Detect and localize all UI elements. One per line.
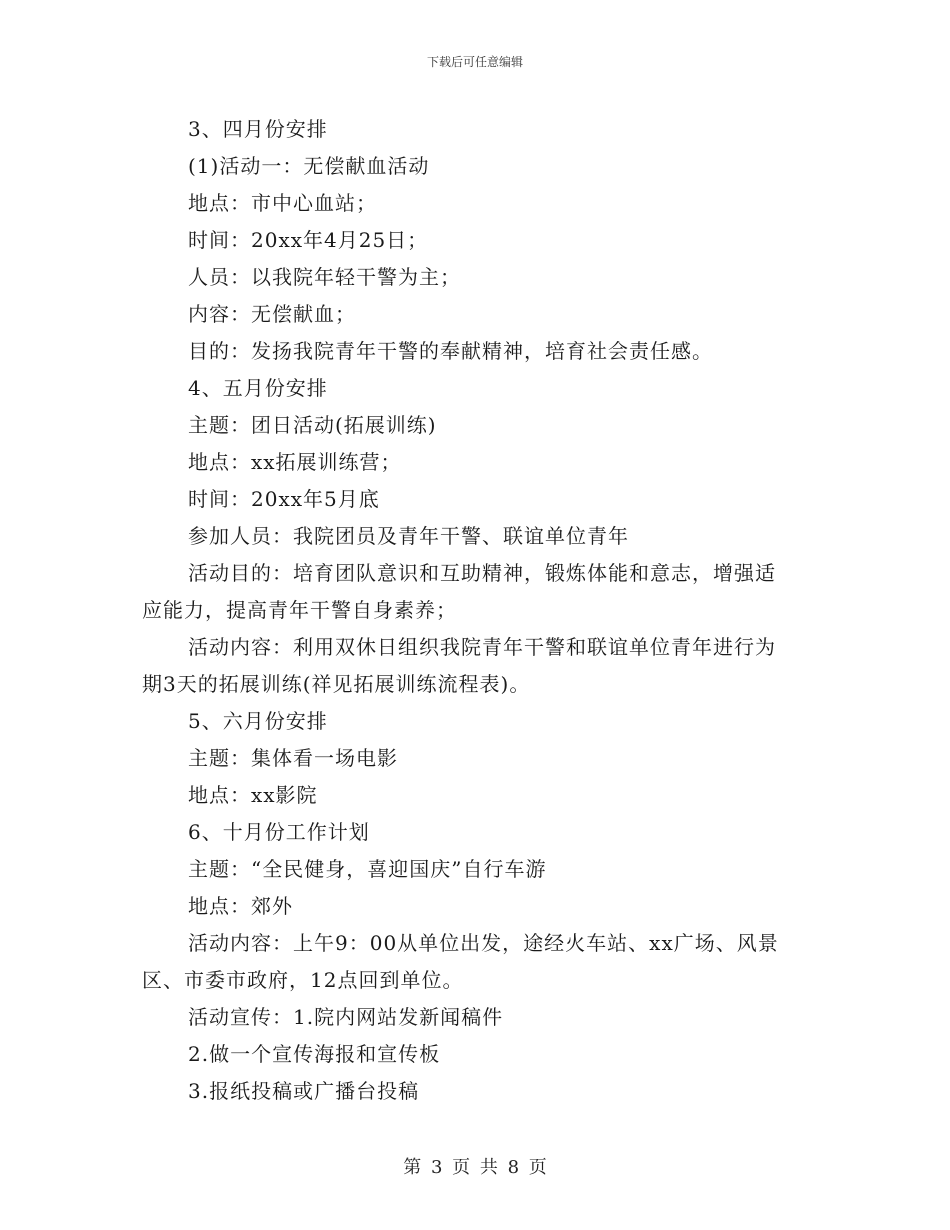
body-line: 区、市委市政府，12点回到单位。 [142,968,464,992]
body-line: 人员：以我院年轻干警为主； [188,265,461,289]
body-line: 4、五月份安排 [188,376,328,400]
page-footer: 第 3 页 共 8 页 [403,1157,547,1178]
body-line: 活动内容：利用双休日组织我院青年干警和联谊单位青年进行为 [188,635,776,659]
page-header: 下载后可任意编辑 [426,55,523,69]
body-line: 时间：20xx年4月25日； [188,228,429,252]
body-line: 地点：xx影院 [188,783,318,807]
body-line: 期3天的拓展训练(祥见拓展训练流程表)。 [142,672,531,696]
body-line: 主题：“全民健身，喜迎国庆”自行车游 [188,857,547,881]
body-line: 应能力，提高青年干警自身素养； [142,598,457,622]
body-line: 地点：xx拓展训练营； [188,450,402,474]
body-line: 活动目的：培育团队意识和互助精神，锻炼体能和意志，增强适 [188,561,776,585]
body-line: 3、四月份安排 [188,117,328,141]
body-line: 参加人员：我院团员及青年干警、联谊单位青年 [188,524,629,548]
body-line: (1)活动一：无偿献血活动 [188,154,430,178]
body-line: 主题：团日活动(拓展训练) [188,413,437,437]
body-line: 地点：市中心血站； [188,191,377,215]
body-line: 6、十月份工作计划 [188,820,370,844]
body-line: 活动宣传：1.院内网站发新闻稿件 [188,1005,504,1029]
body-line: 地点：郊外 [188,894,293,918]
body-line: 2.做一个宣传海报和宣传板 [188,1042,441,1066]
body-line: 主题：集体看一场电影 [188,746,398,770]
body-line: 活动内容：上午9：00从单位出发，途经火车站、xx广场、风景 [188,931,779,955]
body-line: 时间：20xx年5月底 [188,487,380,511]
body-line: 内容：无偿献血； [188,302,356,326]
body-line: 目的：发扬我院青年干警的奉献精神，培育社会责任感。 [188,339,713,363]
body-line: 3.报纸投稿或广播台投稿 [188,1079,420,1103]
document-body [142,111,802,1110]
body-line: 5、六月份安排 [188,709,328,733]
